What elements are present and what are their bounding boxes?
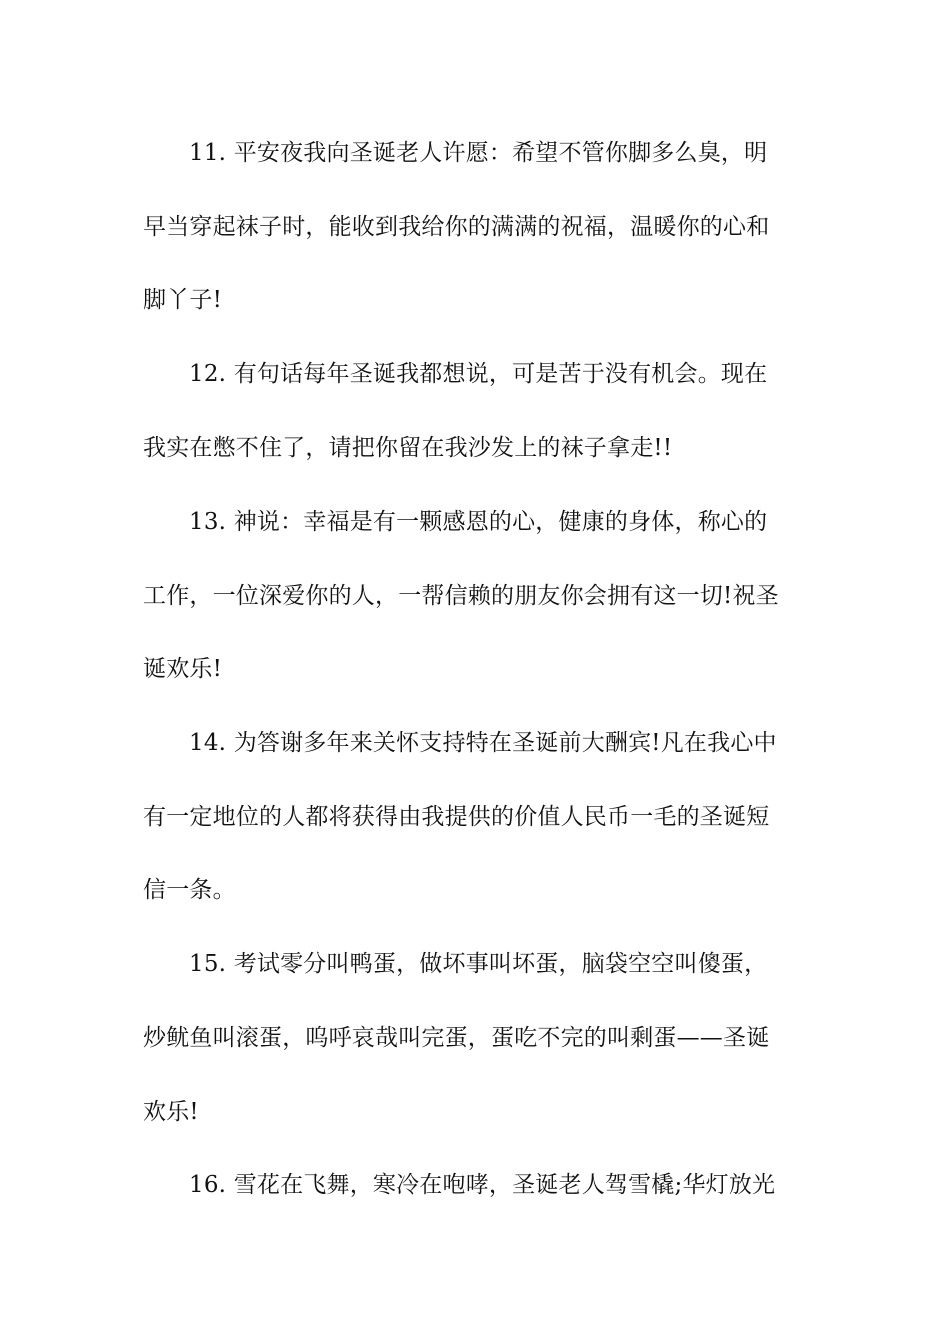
paragraph-11-line-3: 脚丫子!	[143, 287, 223, 313]
paragraph-15-line-3: 欢乐!	[143, 1099, 199, 1125]
paragraph-13-line-2: 工作，一位深爱你的人，一帮信赖的朋友你会拥有这一切!祝圣	[143, 583, 779, 609]
paragraph-14-line-2: 有一定地位的人都将获得由我提供的价值人民币一毛的圣诞短	[143, 804, 770, 830]
paragraph-13-line-3: 诞欢乐!	[143, 656, 223, 682]
paragraph-15-line-2: 炒鱿鱼叫滚蛋，呜呼哀哉叫完蛋，蛋吃不完的叫剩蛋——圣诞	[143, 1025, 770, 1051]
paragraph-12-line-2: 我实在憋不住了，请把你留在我沙发上的袜子拿走!!	[143, 435, 673, 461]
paragraph-12-line-1: 12. 有句话每年圣诞我都想说，可是苦于没有机会。现在	[189, 361, 768, 387]
paragraph-14-line-3: 信一条。	[143, 877, 236, 903]
paragraph-16-line-1: 16. 雪花在飞舞，寒冷在咆哮，圣诞老人驾雪橇;华灯放光	[189, 1172, 776, 1198]
paragraph-14-line-1: 14. 为答谢多年来关怀支持特在圣诞前大酬宾!凡在我心中	[189, 730, 777, 756]
paragraph-15-line-1: 15. 考试零分叫鸭蛋，做坏事叫坏蛋，脑袋空空叫傻蛋，	[189, 951, 768, 977]
paragraph-13-line-1: 13. 神说：幸福是有一颗感恩的心，健康的身体，称心的	[189, 509, 768, 535]
paragraph-11-line-2: 早当穿起袜子时，能收到我给你的满满的祝福，温暖你的心和	[143, 214, 770, 240]
paragraph-11-line-1: 11. 平安夜我向圣诞老人许愿：希望不管你脚多么臭，明	[189, 140, 768, 166]
